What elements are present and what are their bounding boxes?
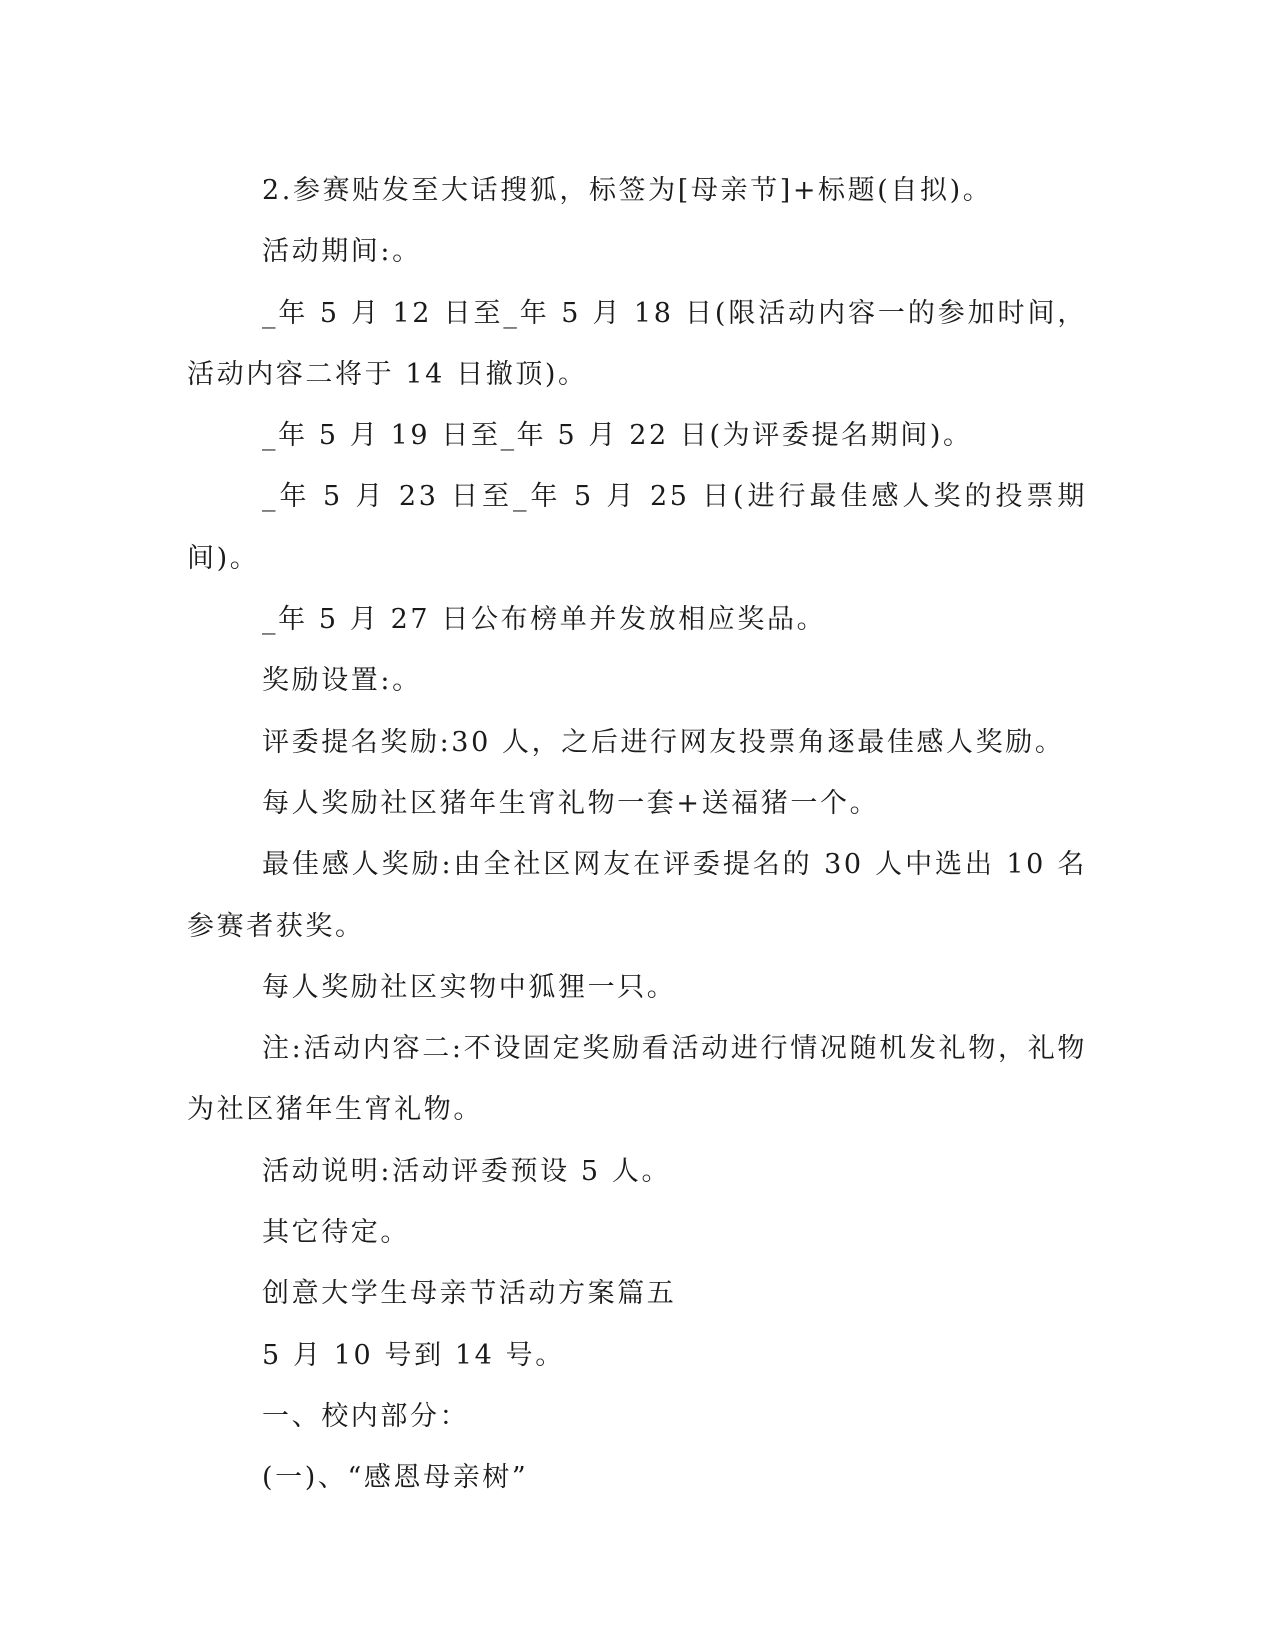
document-body — [187, 160, 1087, 1509]
paragraph: 2.参赛贴发至大话搜狐，标签为[母亲节]+标题(自拟)。 — [262, 175, 993, 206]
section-heading: 创意大学生母亲节活动方案篇五 — [262, 1278, 677, 1310]
paragraph: 注:活动内容二:不设固定奖励看活动进行情况随机发礼物，礼物为社区猪年生宵礼物。 — [187, 1033, 1087, 1126]
paragraph: 一、校内部分： — [262, 1400, 470, 1432]
paragraph: 每人奖励社区实物中狐狸一只。 — [262, 971, 677, 1003]
paragraph: _年 5 月 12 日至_年 5 月 18 日(限活动内容一的参加时间，活动内容二将于 14 日撤顶)。 — [187, 297, 1087, 390]
paragraph: 每人奖励社区猪年生宵礼物一套+送福猪一个。 — [262, 787, 880, 819]
paragraph: 评委提名奖励:30 人，之后进行网友投票角逐最佳感人奖励。 — [262, 726, 1065, 758]
paragraph: (一)、“感恩母亲树” — [262, 1462, 529, 1494]
paragraph: 最佳感人奖励:由全社区网友在评委提名的 30 人中选出 10 名参赛者获奖。 — [187, 849, 1087, 942]
paragraph: 奖励设置:。 — [262, 665, 422, 697]
paragraph: _年 5 月 23 日至_年 5 月 25 日(进行最佳感人奖的投票期间)。 — [187, 481, 1087, 574]
paragraph: 5 月 10 号到 14 号。 — [262, 1339, 565, 1371]
paragraph: _年 5 月 27 日公布榜单并发放相应奖品。 — [262, 604, 827, 636]
paragraph: 活动说明:活动评委预设 5 人。 — [262, 1155, 672, 1187]
paragraph: _年 5 月 19 日至_年 5 月 22 日(为评委提名期间)。 — [262, 420, 973, 452]
paragraph: 其它待定。 — [262, 1217, 410, 1249]
paragraph: 活动期间:。 — [262, 236, 422, 268]
